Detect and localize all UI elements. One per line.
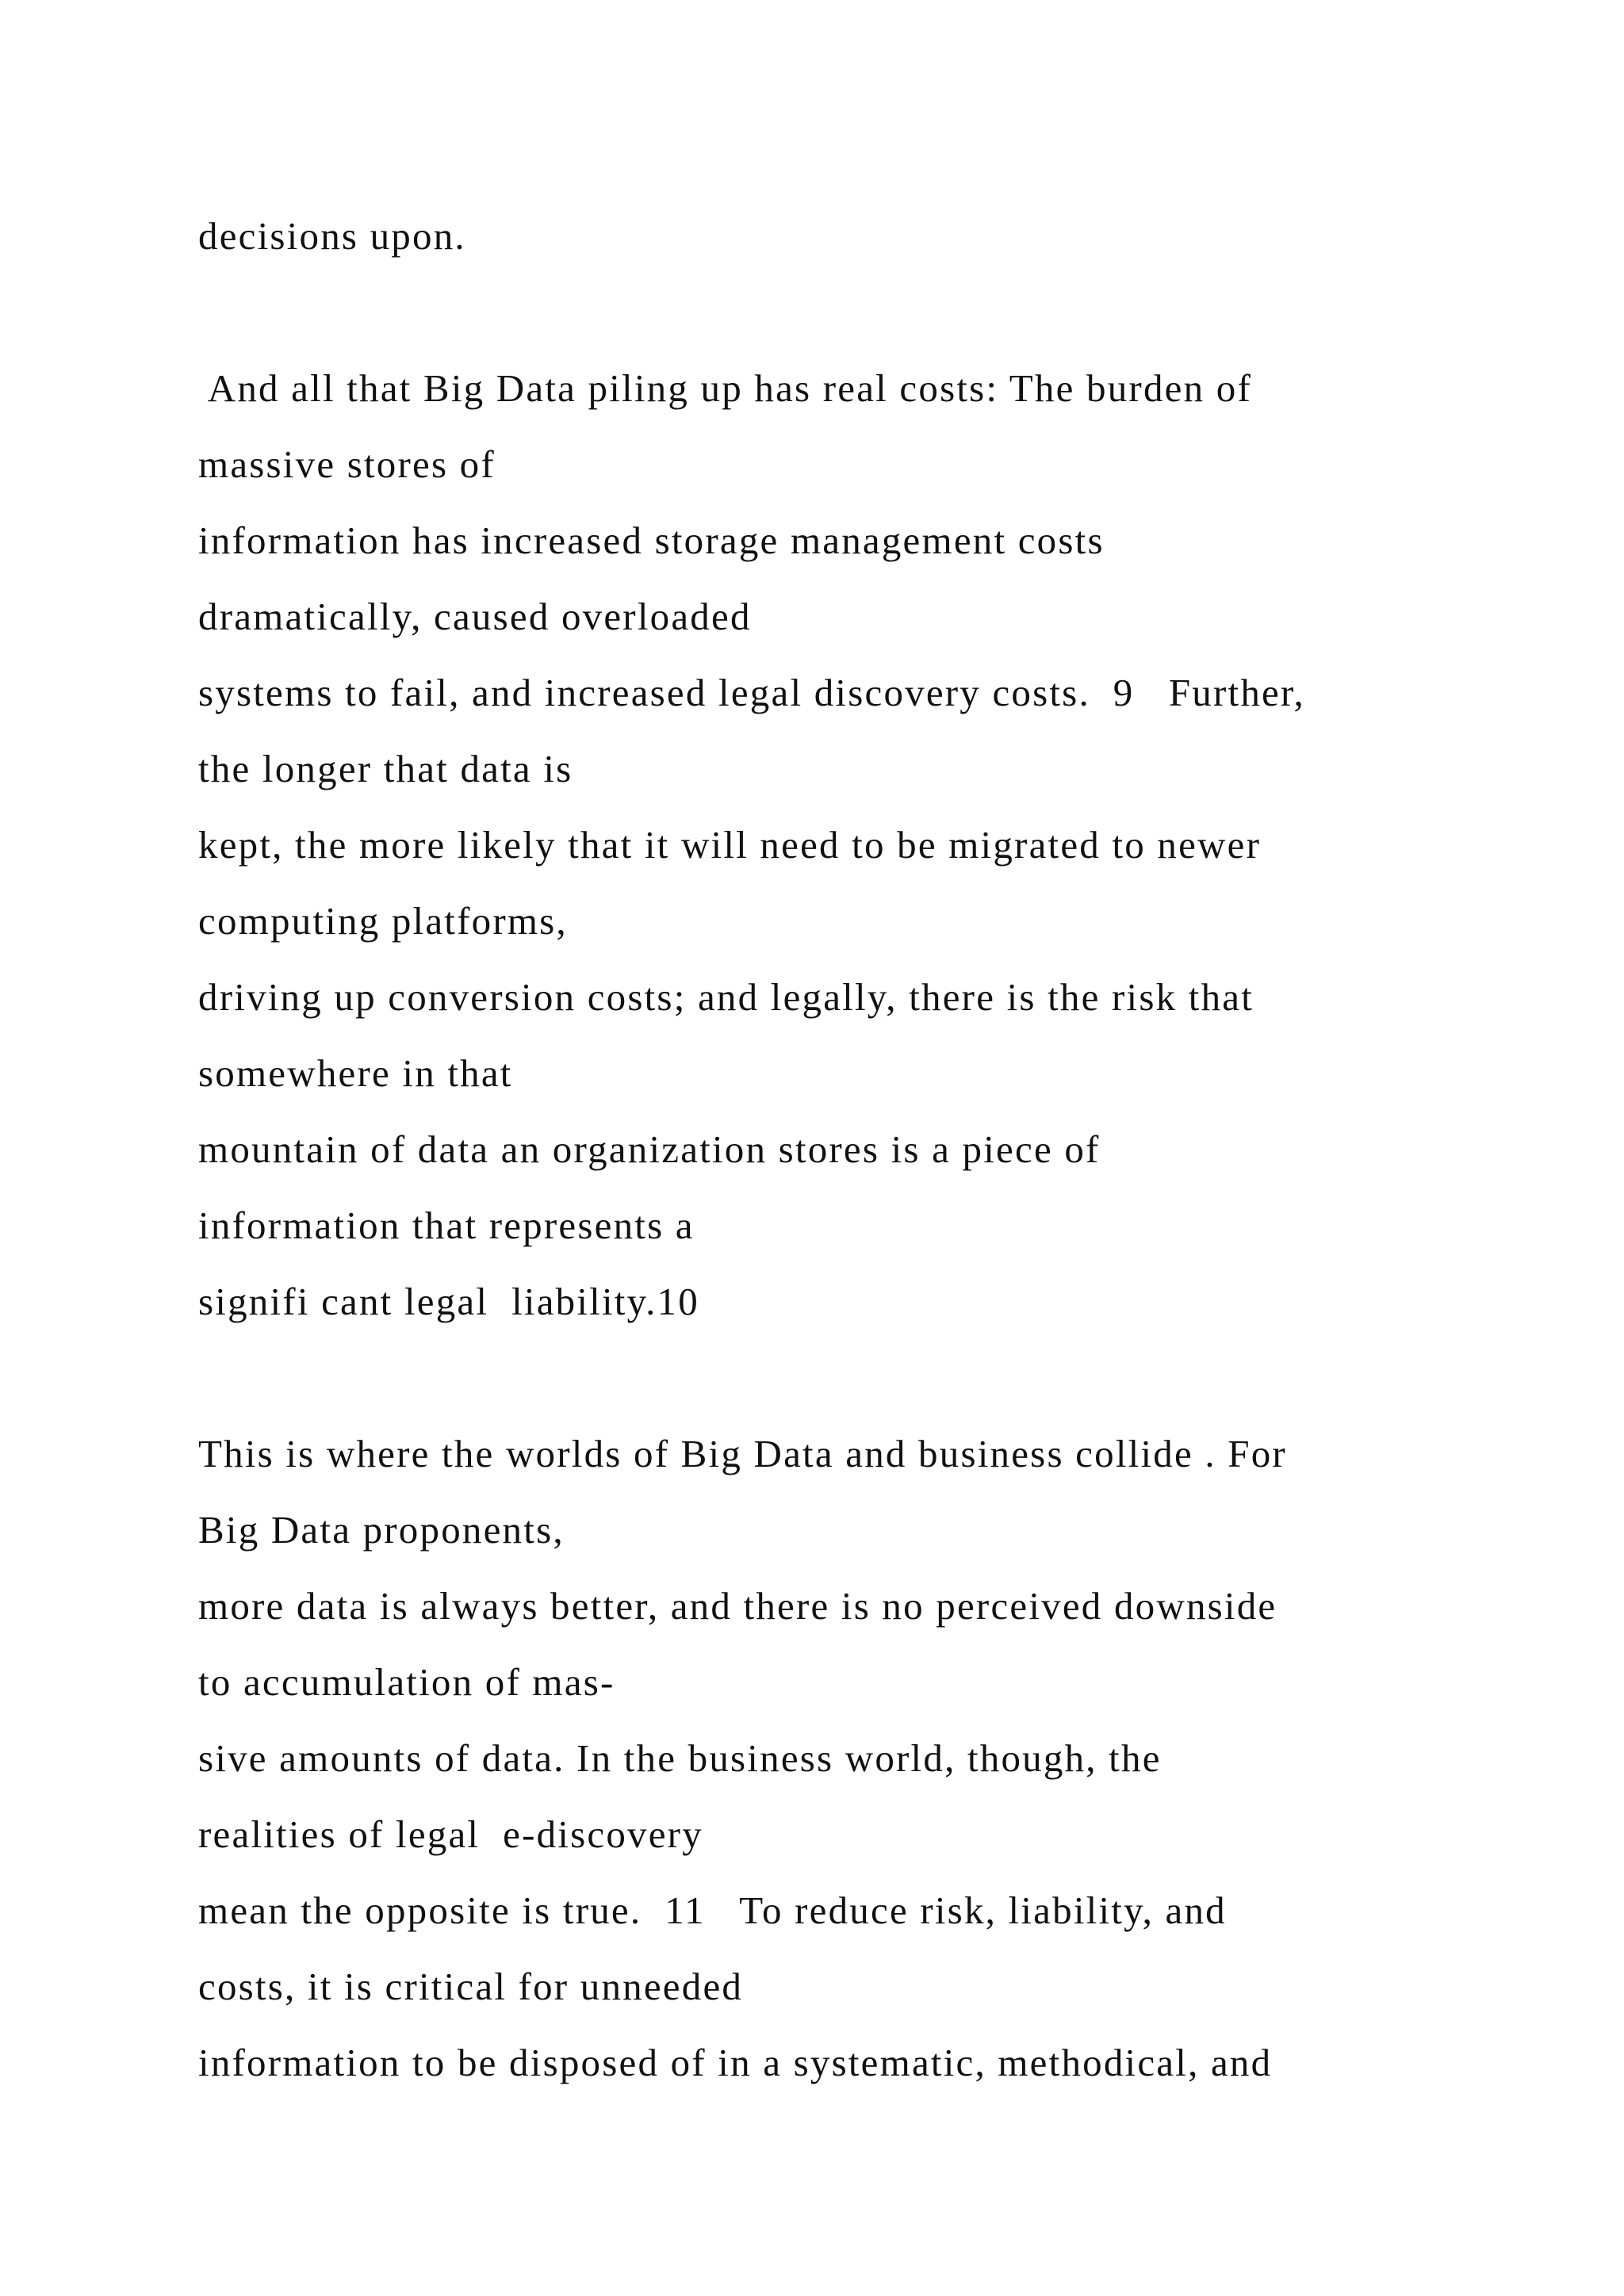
paragraph-2	[198, 350, 1546, 1340]
text-line: And all that Big Data piling up has real costs: The burden of	[198, 366, 1252, 410]
text-line: massive stores of	[198, 442, 496, 486]
text-line: mountain of data an organization stores is a piece of	[198, 1127, 1101, 1171]
text-line: systems to fail, and increased legal discovery costs. 9 Further,	[198, 671, 1305, 714]
paragraph-spacer	[198, 274, 1546, 350]
text-line: mean the opposite is true. 11 To reduce risk, liability, and	[198, 1888, 1227, 1932]
text-line: information has increased storage management costs	[198, 519, 1105, 562]
text-line: signifi cant legal liability.10	[198, 1280, 699, 1323]
text-line: realities of legal e-discovery	[198, 1812, 703, 1856]
text-line: Big Data proponents,	[198, 1508, 565, 1552]
paragraph-spacer	[198, 1340, 1546, 1416]
text-line: This is where the worlds of Big Data and business collide . For	[198, 1432, 1287, 1475]
text-line: information to be disposed of in a systematic, methodical, and	[198, 2041, 1273, 2084]
paragraph-3	[198, 1416, 1546, 2101]
text-line: somewhere in that	[198, 1051, 513, 1095]
text-line: computing platforms,	[198, 899, 568, 943]
document-body	[198, 198, 1546, 2101]
text-line: to accumulation of mas-	[198, 1660, 615, 1704]
paragraph-1	[198, 198, 1546, 274]
text-line: decisions upon.	[198, 214, 466, 258]
text-line: information that represents a	[198, 1203, 695, 1247]
text-line: kept, the more likely that it will need to be migrated to newer	[198, 823, 1262, 867]
text-line: sive amounts of data. In the business world, though, the	[198, 1736, 1162, 1780]
text-line: driving up conversion costs; and legally, there is the risk that	[198, 975, 1254, 1019]
text-line: more data is always better, and there is no perceived downside	[198, 1584, 1277, 1628]
text-line: dramatically, caused overloaded	[198, 595, 752, 638]
text-line: the longer that data is	[198, 747, 573, 790]
text-line: costs, it is critical for unneeded	[198, 1965, 744, 2008]
